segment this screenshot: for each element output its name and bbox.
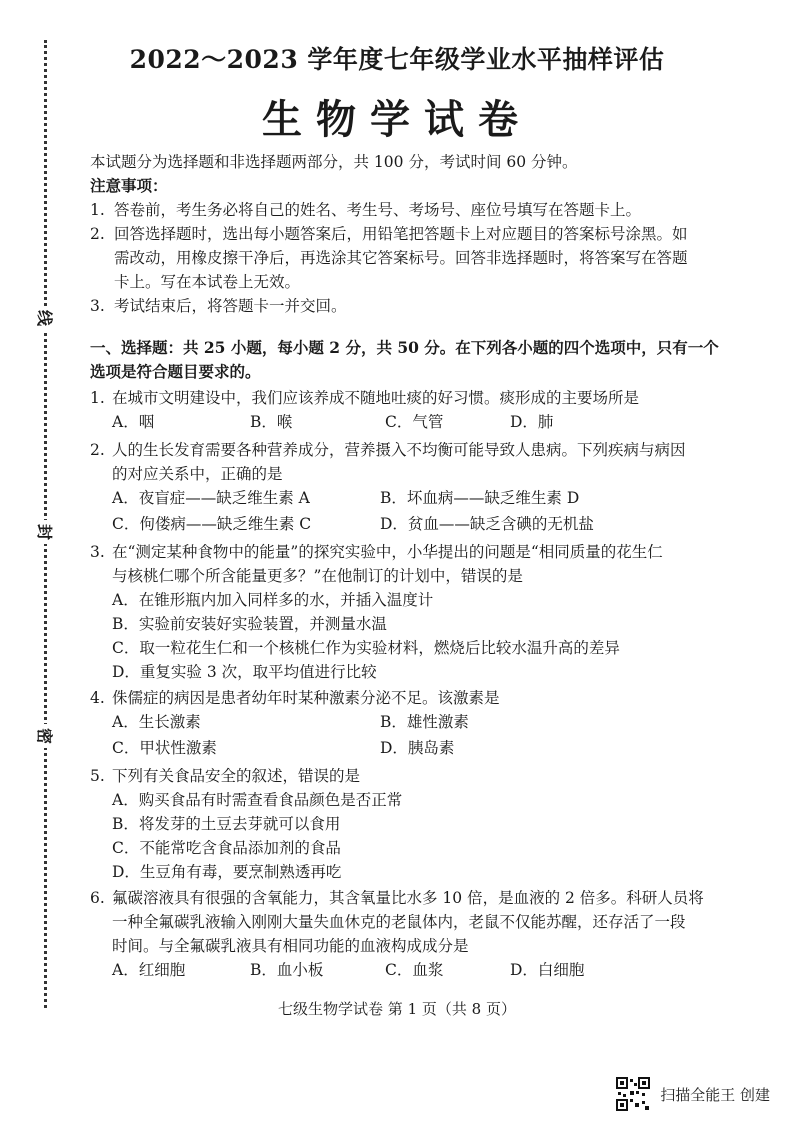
binding-char-mi: 密 bbox=[32, 724, 56, 748]
binding-char-xian: 线 bbox=[32, 306, 56, 330]
section-heading bbox=[90, 336, 750, 384]
question-text-line: 下列有关食品安全的叙述，错误的是 bbox=[112, 767, 361, 785]
note-line: 答卷前，考生务必将自己的姓名、考生号、考场号、座位号填写在答题卡上。 bbox=[114, 201, 642, 219]
note-line: 需改动，用橡皮擦干净后，再选涂其它答案标号。回答非选择题时，将答案写在答题 bbox=[114, 249, 688, 267]
answer-option: B．喉 bbox=[250, 413, 293, 431]
answer-option: A．红细胞 bbox=[112, 961, 186, 979]
question-number: 1. bbox=[90, 389, 105, 407]
notes-heading: 注意事项： bbox=[90, 176, 168, 195]
note-item bbox=[90, 198, 750, 222]
answer-option: D．胰岛素 bbox=[380, 739, 455, 757]
answer-option: A．生长激素 bbox=[112, 713, 201, 731]
question-stem bbox=[90, 686, 750, 710]
answer-option: B．坏血病——缺乏维生素 D bbox=[380, 489, 580, 507]
answer-option: D．贫血——缺乏含碘的无机盐 bbox=[380, 515, 594, 533]
answer-option: B．雄性激素 bbox=[380, 713, 469, 731]
question-stem bbox=[90, 886, 750, 958]
page-footer: 七级生物学试卷 第 1 页（共 8 页） bbox=[278, 1000, 516, 1018]
note-number: 3. bbox=[90, 297, 105, 315]
answer-option: C．不能常吃含食品添加剂的食品 bbox=[112, 839, 341, 857]
section-heading-line: 一、选择题：共 25 小题，每小题 2 分，共 50 分。在下列各小题的四个选项中，只有一个 bbox=[90, 338, 719, 357]
question-list bbox=[90, 386, 750, 984]
answer-option: D．生豆角有毒，要烹制熟透再吃 bbox=[112, 863, 342, 881]
exam-intro: 本试题分为选择题和非选择题两部分，共 100 分，考试时间 60 分钟。 bbox=[90, 153, 578, 171]
note-number: 2. bbox=[90, 225, 105, 243]
note-line: 回答选择题时，选出每小题答案后，用铅笔把答题卡上对应题目的答案标号涂黑。如 bbox=[114, 225, 688, 243]
answer-option: A．夜盲症——缺乏维生素 A bbox=[112, 489, 310, 507]
option-row bbox=[90, 486, 750, 512]
scanner-watermark bbox=[616, 1076, 770, 1112]
question-stem bbox=[90, 540, 750, 588]
answer-option: C．气管 bbox=[385, 413, 444, 431]
question-text-line: 侏儒症的病因是患者幼年时某种激素分泌不足。该激素是 bbox=[112, 689, 500, 707]
question-stem bbox=[90, 764, 750, 788]
exam-content bbox=[90, 150, 750, 984]
answer-option: C．血浆 bbox=[385, 961, 444, 979]
question-stem bbox=[90, 438, 750, 486]
note-item bbox=[90, 294, 750, 318]
option-row bbox=[90, 588, 750, 684]
answer-option: B．血小板 bbox=[250, 961, 324, 979]
question-number: 3. bbox=[90, 543, 105, 561]
question-text-line: 氟碳溶液具有很强的含氧能力，其含氧量比水多 10 倍，是血液的 2 倍多。科研人员将 bbox=[112, 889, 704, 907]
option-row bbox=[90, 410, 750, 436]
answer-option: A．购买食品有时需查看食品颜色是否正常 bbox=[112, 791, 403, 809]
exam-title: 2022～2023 学年度七年级学业水平抽样评估 bbox=[129, 45, 665, 74]
answer-option: D．肺 bbox=[510, 413, 554, 431]
note-line: 考试结束后，将答题卡一并交回。 bbox=[114, 297, 347, 315]
answer-option: C．佝偻病——缺乏维生素 C bbox=[112, 515, 312, 533]
note-item bbox=[90, 222, 750, 294]
watermark-text: 扫描全能王 创建 bbox=[660, 1085, 770, 1104]
question-text-line: 时间。与全氟碳乳液具有相同功能的血液构成成分是 bbox=[112, 937, 469, 955]
answer-option: A．在锥形瓶内加入同样多的水，并插入温度计 bbox=[112, 591, 434, 609]
answer-option: D．白细胞 bbox=[510, 961, 585, 979]
option-row bbox=[90, 512, 750, 538]
question-text-line: 一种全氟碳乳液输入刚刚大量失血休克的老鼠体内，老鼠不仅能苏醒，还存活了一段 bbox=[112, 913, 686, 931]
question-number: 5. bbox=[90, 767, 105, 785]
answer-option: A．咽 bbox=[112, 413, 155, 431]
notes-list bbox=[90, 198, 750, 318]
question-text-line: 在“测定某种食物中的能量”的探究实验中，小华提出的问题是“相同质量的花生仁 bbox=[112, 543, 663, 561]
question-text-line: 人的生长发育需要各种营养成分，营养摄入不均衡可能导致人患病。下列疾病与病因 bbox=[112, 441, 686, 459]
note-line: 卡上。写在本试卷上无效。 bbox=[114, 273, 301, 291]
question-text-line: 与核桃仁哪个所含能量更多？”在他制订的计划中，错误的是 bbox=[112, 567, 523, 585]
qr-code-icon bbox=[616, 1077, 650, 1111]
option-row bbox=[90, 958, 750, 984]
question-number: 6. bbox=[90, 889, 105, 907]
question-stem bbox=[90, 386, 750, 410]
section-heading-line: 选项是符合题目要求的。 bbox=[90, 362, 261, 381]
option-row bbox=[90, 710, 750, 736]
option-row bbox=[90, 788, 750, 884]
note-number: 1. bbox=[90, 201, 105, 219]
question-text-line: 的对应关系中，正确的是 bbox=[112, 465, 283, 483]
answer-option: B．将发芽的土豆去芽就可以食用 bbox=[112, 815, 341, 833]
answer-option: D．重复实验 3 次，取平均值进行比较 bbox=[112, 663, 377, 681]
question-text-line: 在城市文明建设中，我们应该养成不随地吐痰的好习惯。痰形成的主要场所是 bbox=[112, 389, 640, 407]
exam-subject-title: 生物学试卷 bbox=[262, 96, 532, 143]
binding-char-feng: 封 bbox=[32, 520, 56, 544]
question-number: 2. bbox=[90, 441, 105, 459]
answer-option: C．甲状性激素 bbox=[112, 739, 217, 757]
answer-option: B．实验前安装好实验装置，并测量水温 bbox=[112, 615, 387, 633]
question-number: 4. bbox=[90, 689, 105, 707]
option-row bbox=[90, 736, 750, 762]
answer-option: C．取一粒花生仁和一个核桃仁作为实验材料，燃烧后比较水温升高的差异 bbox=[112, 639, 620, 657]
